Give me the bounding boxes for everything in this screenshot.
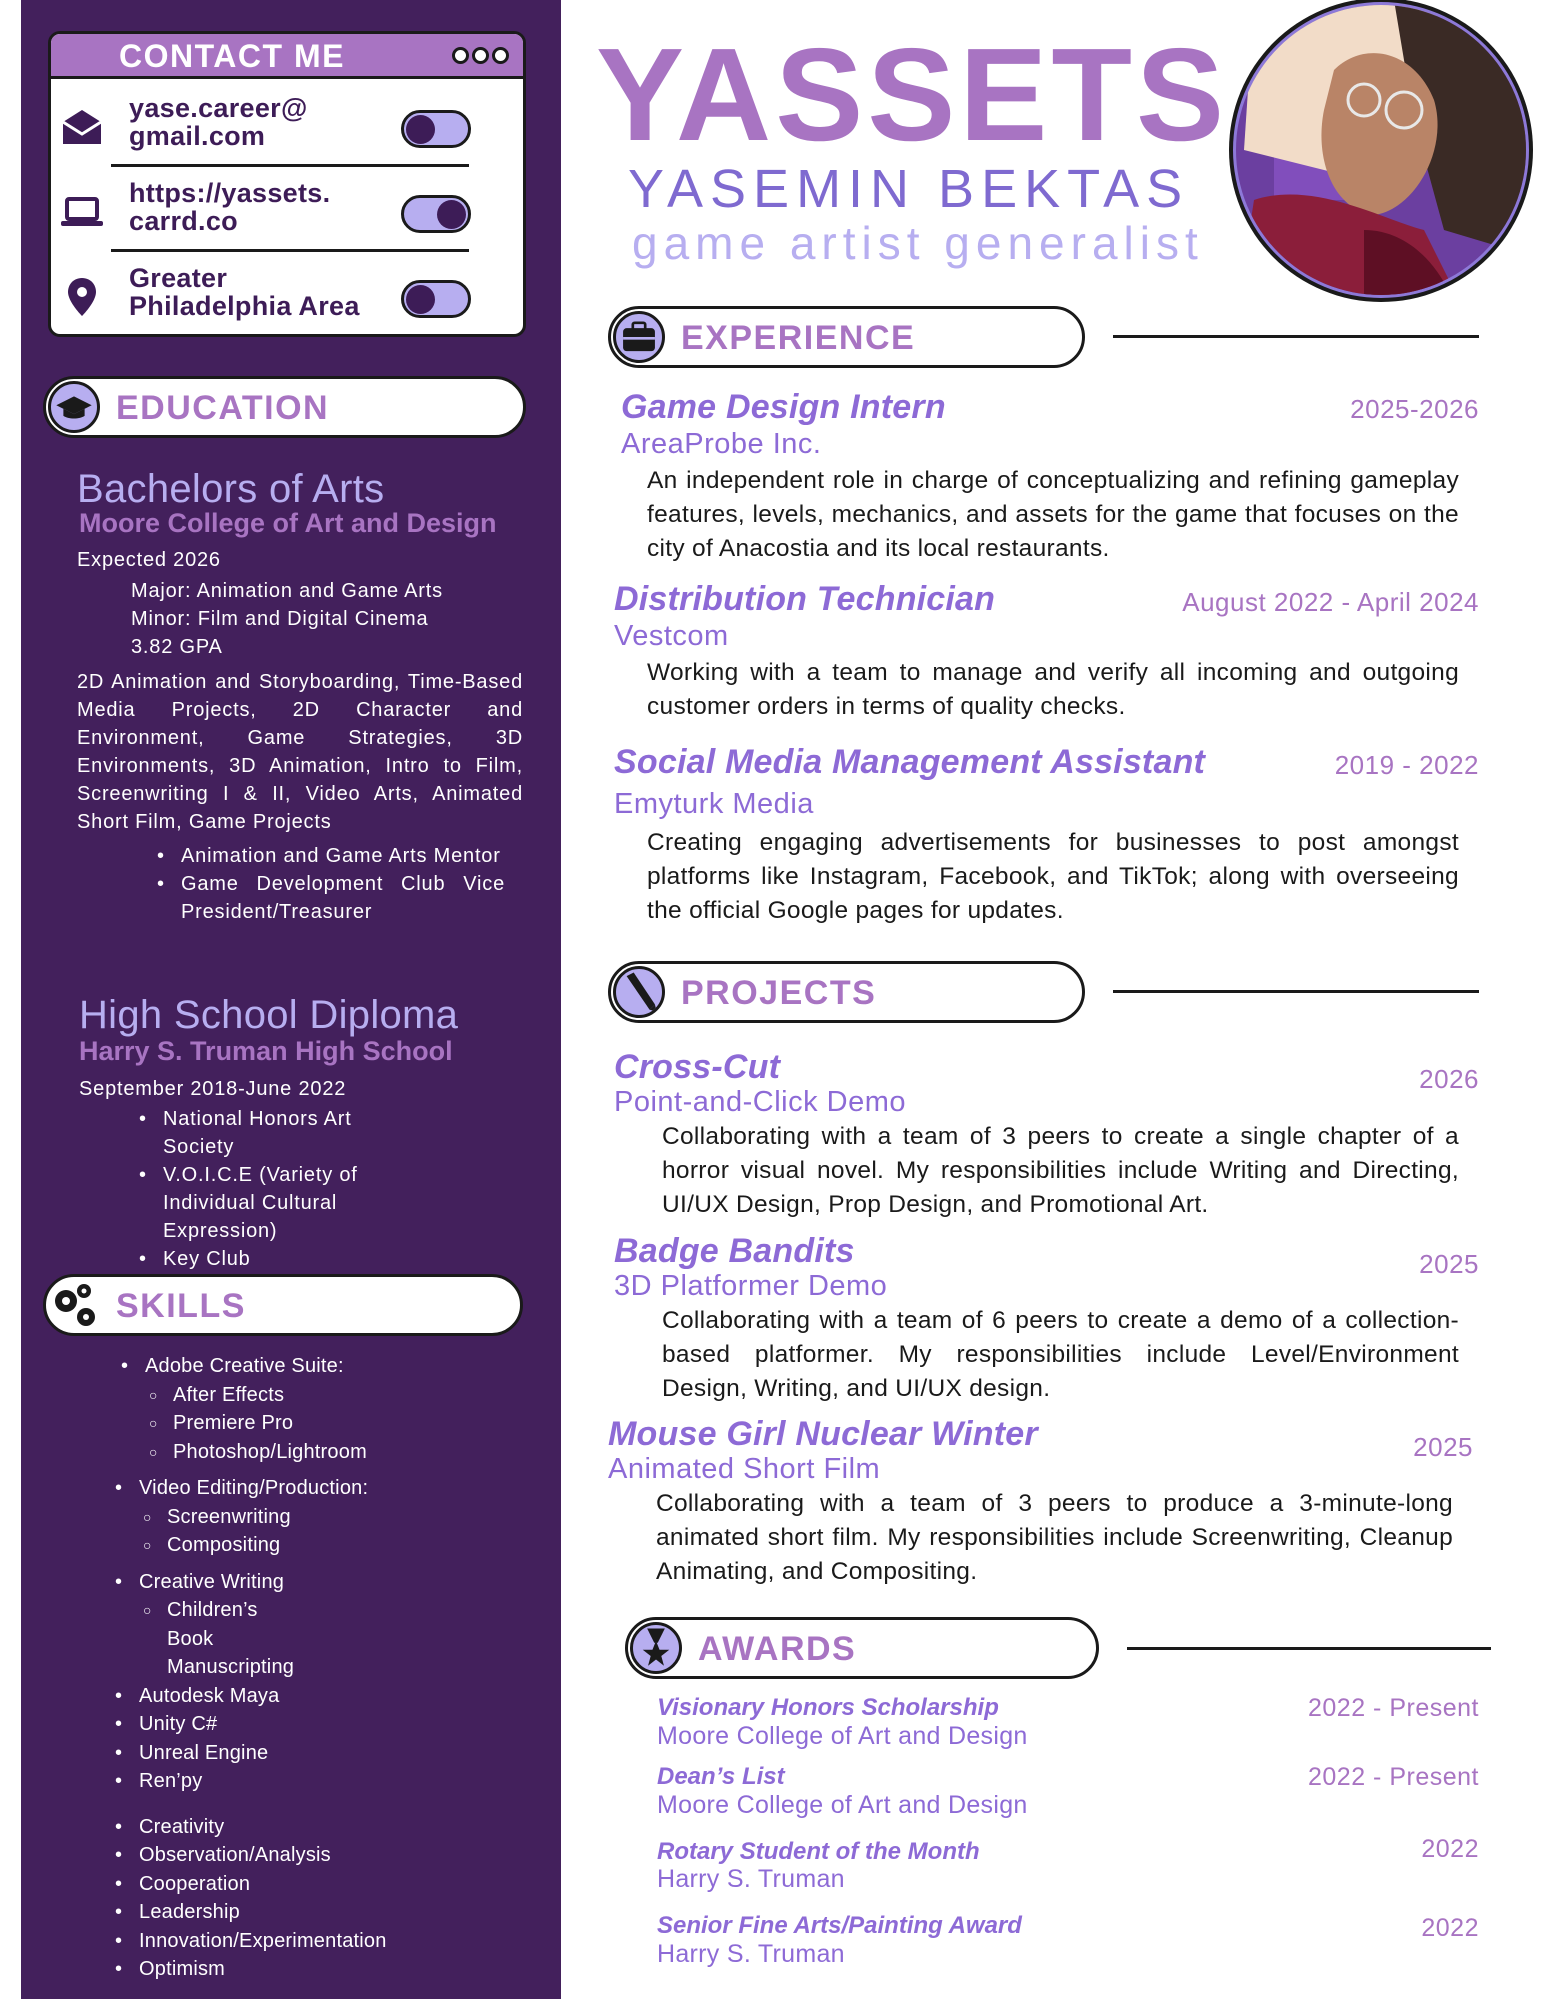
education-heading [43, 376, 526, 438]
job-org: Vestcom [614, 620, 729, 652]
divider [1113, 335, 1479, 338]
job-title: Game Design Intern [621, 388, 946, 426]
list-item: • Game Development Club Vice President/Treasurer [153, 870, 505, 926]
list-item: • Unreal Engine [111, 1739, 387, 1768]
laptop-icon [59, 189, 105, 235]
list-item: • Creative Writing ○ Children’s Book Manuscripting [111, 1568, 387, 1682]
award-date: 2022 - Present [1308, 1763, 1479, 1791]
skills-list [117, 1352, 387, 1984]
contact-header [51, 34, 523, 79]
awards-heading [625, 1617, 1099, 1679]
job-org: AreaProbe Inc. [621, 428, 822, 460]
award-ribbon-icon [630, 1622, 682, 1674]
degree-title: Bachelors of Arts [77, 467, 385, 511]
list-item: • Autodesk Maya [111, 1682, 387, 1711]
gears-icon [48, 1279, 100, 1331]
list-item: ○ After Effects [145, 1381, 387, 1410]
award-title: Senior Fine Arts/Painting Award [657, 1912, 1022, 1939]
list-item: • Animation and Game Arts Mentor [153, 842, 505, 870]
contact-location: Greater Philadelphia Area [129, 263, 360, 321]
list-item: • Video Editing/Production: ○ Screenwriting ○ Compositing [111, 1474, 387, 1560]
award-org: Harry S. Truman [657, 1865, 845, 1893]
brand-name: YASSETS [596, 21, 1229, 168]
list-item: • V.O.I.C.E (Variety of Individual Cultural Expression) [135, 1161, 395, 1245]
degree-major: Major: Animation and Game Arts [131, 580, 443, 602]
divider [1127, 1647, 1491, 1650]
diploma-dates: September 2018-June 2022 [79, 1078, 347, 1100]
list-item: ○ Compositing [139, 1531, 387, 1560]
list-item: • Unity C# [111, 1710, 387, 1739]
job-description: Working with a team to manage and verify all incoming and outgoing customer orders in terms of quality checks. [647, 659, 1459, 720]
list-item: • Creativity [111, 1813, 387, 1842]
list-item: ○ Screenwriting [139, 1503, 387, 1532]
project-type: Point-and-Click Demo [614, 1086, 907, 1118]
job-date: August 2022 - April 2024 [1182, 587, 1479, 617]
contact-email-row[interactable] [51, 82, 523, 166]
education-label: EDUCATION [116, 389, 330, 427]
location-toggle[interactable] [401, 280, 471, 318]
list-item: • Optimism [111, 1955, 387, 1984]
contact-site-row[interactable] [51, 167, 523, 251]
list-item: • Leadership [111, 1898, 387, 1927]
project-description: Collaborating with a team of 6 peers to create a demo of a collection-based platformer. My responsibilities include Level/Environment Design, Writing, and UI/UX design. [662, 1307, 1459, 1402]
project-description: Collaborating with a team of 3 peers to produce a 3-minute-long animated short film. My responsibilities include Screenwriting, Cleanup Animating, and Compositing. [656, 1490, 1453, 1585]
experience-heading [608, 306, 1085, 368]
degree-expected: Expected 2026 [77, 549, 221, 571]
list-item: ○ Premiere Pro [145, 1409, 387, 1438]
contact-website[interactable]: https://yassets. carrd.co [129, 178, 331, 236]
website-toggle[interactable] [401, 195, 471, 233]
list-item: ○ Photoshop/Lightroom [145, 1438, 387, 1467]
project-description: Collaborating with a team of 3 peers to create a single chapter of a horror visual novel. My responsibilities include Writing and Directing, UI/UX Design, Prop Design, and Promotional Art. [662, 1123, 1459, 1218]
sidebar [21, 0, 561, 1999]
award-date: 2022 - Present [1308, 1694, 1479, 1722]
list-item: • Key Club [135, 1245, 395, 1273]
award-date: 2022 [1421, 1914, 1479, 1942]
portrait-avatar [1214, 0, 1544, 326]
job-date: 2025-2026 [1350, 394, 1479, 424]
toggle-knob [406, 115, 435, 144]
role-title: game artist generalist [632, 217, 1204, 269]
award-org: Harry S. Truman [657, 1940, 845, 1968]
contact-email[interactable]: yase.career@ gmail.com [129, 93, 308, 151]
award-title: Visionary Honors Scholarship [657, 1694, 999, 1721]
contact-card [48, 31, 526, 337]
list-item: ○ Children’s Book Manuscripting [139, 1596, 309, 1682]
awards-label: AWARDS [698, 1630, 857, 1668]
job-date: 2019 - 2022 [1334, 750, 1479, 780]
briefcase-icon [613, 311, 665, 363]
project-date: 2026 [1419, 1064, 1479, 1094]
award-title: Rotary Student of the Month [657, 1838, 980, 1865]
degree-school: Moore College of Art and Design [79, 508, 497, 538]
job-title: Social Media Management Assistant [614, 743, 1206, 781]
list-item: • Ren’py [111, 1767, 387, 1796]
divider [1113, 990, 1479, 993]
award-org: Moore College of Art and Design [657, 1791, 1028, 1819]
skills-label: SKILLS [116, 1287, 246, 1325]
graduation-cap-icon [48, 381, 100, 433]
job-description: An independent role in charge of conceptualizing and refining gameplay features, levels, mechanics, and assets for the game that focuses on the city of Anacostia and its local restaurants. [647, 467, 1459, 562]
pencil-icon [613, 966, 665, 1018]
diploma-items [135, 1105, 395, 1273]
email-toggle[interactable] [401, 110, 471, 148]
list-item: • National Honors Art Society [135, 1105, 395, 1161]
project-type: 3D Platformer Demo [614, 1270, 888, 1302]
experience-label: EXPERIENCE [681, 319, 916, 357]
project-title: Mouse Girl Nuclear Winter [608, 1415, 1038, 1453]
project-date: 2025 [1413, 1432, 1473, 1462]
contact-location-row [51, 252, 523, 336]
dot-icon [452, 47, 469, 64]
degree-courses: 2D Animation and Storyboarding, Time-Based Media Projects, 2D Character and Environment, Game Strategies, 3D Environments, 3D Animation, Intro to Film, Screenwriting I & II, Video Arts, Animated Short Film, Game Projects [77, 671, 523, 833]
degree-gpa: 3.82 GPA [131, 636, 223, 658]
window-dots [452, 47, 509, 64]
project-title: Cross-Cut [614, 1048, 781, 1086]
skills-heading [43, 1274, 523, 1336]
dot-icon [492, 47, 509, 64]
job-description: Creating engaging advertisements for businesses to post amongst platforms like Instagram, Facebook, and TikTok; along with overseeing the official Google pages for updates. [647, 829, 1459, 924]
list-item: • Innovation/Experimentation [111, 1927, 387, 1956]
award-org: Moore College of Art and Design [657, 1722, 1028, 1750]
contact-title: CONTACT ME [119, 38, 345, 74]
toggle-knob [437, 200, 466, 229]
award-title: Dean’s List [657, 1763, 785, 1790]
dot-icon [472, 47, 489, 64]
projects-heading [608, 961, 1085, 1023]
list-item: • Cooperation [111, 1870, 387, 1899]
degree-minor: Minor: Film and Digital Cinema [131, 608, 429, 630]
job-title: Distribution Technician [614, 580, 996, 618]
diploma-school: Harry S. Truman High School [79, 1036, 453, 1066]
job-org: Emyturk Media [614, 788, 814, 820]
degree-roles [153, 842, 505, 926]
envelope-icon [59, 104, 105, 150]
location-pin-icon [59, 274, 105, 320]
projects-label: PROJECTS [681, 974, 877, 1012]
diploma-title: High School Diploma [79, 993, 459, 1037]
project-date: 2025 [1419, 1249, 1479, 1279]
list-item: • Adobe Creative Suite: ○ After Effects ○ Premiere Pro ○ Photoshop/Lightroom [117, 1352, 387, 1466]
award-date: 2022 [1421, 1835, 1479, 1863]
full-name: YASEMIN BEKTAS [628, 159, 1190, 219]
toggle-knob [406, 285, 435, 314]
list-item: • Observation/Analysis [111, 1841, 387, 1870]
project-title: Badge Bandits [614, 1232, 855, 1270]
project-type: Animated Short Film [608, 1453, 881, 1485]
